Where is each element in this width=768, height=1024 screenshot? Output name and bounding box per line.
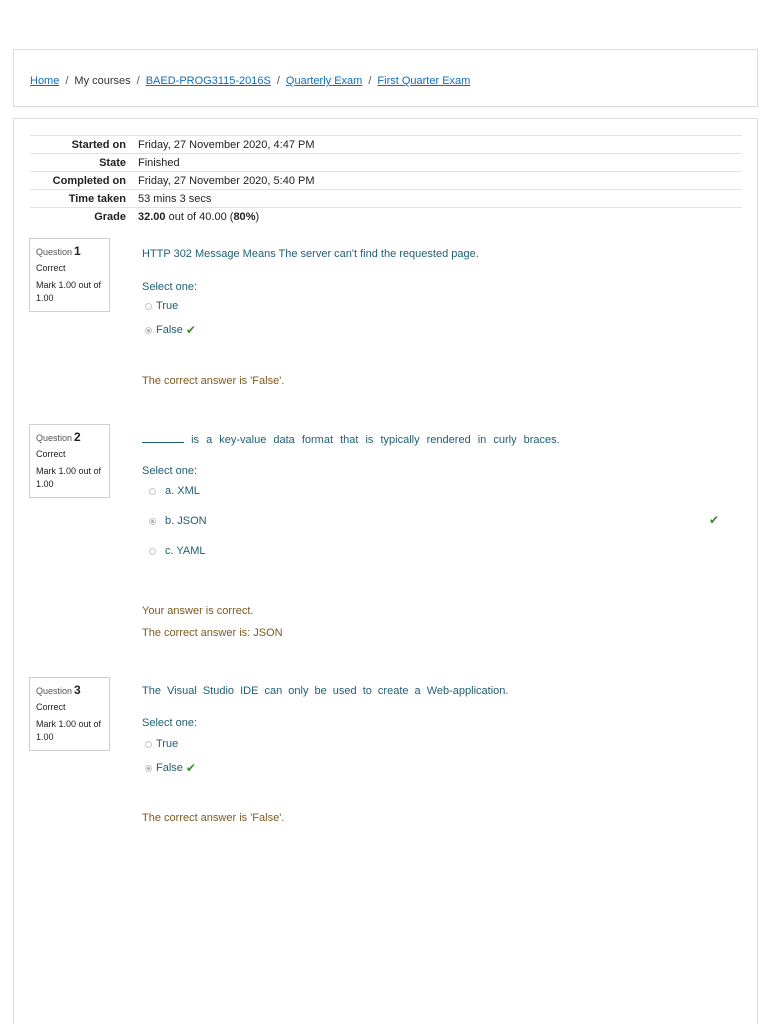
radio-button[interactable] — [145, 303, 152, 310]
summary-label: Completed on — [30, 172, 138, 190]
question-label: Question — [36, 686, 73, 696]
grade-percent: 80 — [233, 210, 246, 223]
question-state: Correct — [36, 449, 66, 459]
select-one-prompt: Select one: — [142, 717, 198, 729]
radio-button-selected[interactable] — [149, 518, 156, 525]
answer-option-label: a. XML — [165, 485, 200, 497]
question-text: HTTP 302 Message Means The server can't find the requested page. — [142, 248, 479, 260]
question-label: Question — [36, 247, 73, 257]
answer-option-label: b. JSON — [165, 515, 207, 527]
question-state: Correct — [36, 263, 66, 273]
answer-option[interactable] — [149, 515, 207, 527]
breadcrumb-section-link[interactable]: Quarterly Exam — [285, 75, 363, 87]
summary-label: Started on — [30, 136, 138, 154]
question-text-body: is a key-value data format that is typically rendered in curly braces. — [191, 434, 560, 446]
question-number: 3 — [74, 683, 81, 697]
radio-button-selected[interactable] — [145, 765, 152, 772]
summary-row-time — [30, 190, 742, 208]
breadcrumb-course-link[interactable]: BAED-PROG3115-2016S — [145, 75, 271, 87]
breadcrumb-bar — [13, 49, 758, 107]
summary-value: 32.00 out of 40.00 (80%) — [138, 208, 742, 226]
question-label: Question — [36, 433, 73, 443]
check-icon: ✔ — [185, 761, 196, 775]
question-text: The Visual Studio IDE can only be used to create a Web-application. — [142, 685, 509, 697]
grade-score: 32.00 — [138, 210, 166, 223]
answer-option[interactable] — [145, 300, 178, 312]
question-number: 1 — [74, 244, 81, 258]
grade-outof: out of 40.00 — [168, 210, 227, 223]
check-icon: ✔ — [185, 323, 196, 337]
answer-option[interactable] — [149, 485, 200, 497]
correct-answer-feedback: The correct answer is 'False'. — [142, 812, 285, 824]
answer-option-label: c. YAML — [165, 545, 206, 557]
answer-option-label: False — [156, 762, 183, 774]
answer-correct-feedback: Your answer is correct. — [142, 605, 254, 617]
question-state: Correct — [36, 702, 66, 712]
summary-value: Friday, 27 November 2020, 4:47 PM — [138, 136, 742, 154]
breadcrumb-separator: / — [368, 75, 372, 87]
breadcrumb-separator: / — [136, 75, 140, 87]
summary-value: 53 mins 3 secs — [138, 190, 742, 208]
answer-option-label: True — [156, 300, 179, 312]
radio-button[interactable] — [149, 548, 156, 555]
correct-answer-feedback: The correct answer is: JSON — [142, 627, 283, 639]
radio-button-selected[interactable] — [145, 327, 152, 334]
summary-row-started — [30, 136, 742, 154]
question-text — [142, 433, 560, 446]
summary-row-state — [30, 154, 742, 172]
select-one-prompt: Select one: — [142, 465, 198, 477]
breadcrumb-my-courses: My courses — [74, 75, 131, 87]
breadcrumb — [30, 75, 470, 87]
summary-row-completed — [30, 172, 742, 190]
answer-option[interactable] — [145, 761, 196, 775]
question-mark: Mark 1.00 out of 1.00 — [36, 466, 102, 489]
summary-row-grade — [30, 208, 742, 226]
answer-option[interactable] — [149, 545, 206, 557]
check-icon: ✔ — [709, 513, 720, 527]
question-mark: Mark 1.00 out of 1.00 — [36, 280, 102, 303]
check-icon-container — [706, 513, 719, 527]
summary-label: State — [30, 154, 138, 172]
question-mark: Mark 1.00 out of 1.00 — [36, 719, 102, 742]
summary-label: Time taken — [30, 190, 138, 208]
radio-button[interactable] — [149, 488, 156, 495]
question-info-box — [29, 677, 110, 751]
answer-option-label: True — [156, 738, 179, 750]
breadcrumb-home-link[interactable]: Home — [30, 75, 60, 87]
answer-option[interactable] — [145, 323, 196, 337]
correct-answer-feedback: The correct answer is 'False'. — [142, 375, 285, 387]
question-info-box — [29, 424, 110, 498]
summary-label: Grade — [30, 208, 138, 226]
breadcrumb-separator: / — [276, 75, 280, 87]
fill-in-blank — [142, 433, 184, 443]
select-one-prompt: Select one: — [142, 281, 198, 293]
attempt-summary-table — [30, 135, 742, 226]
question-number: 2 — [74, 430, 81, 444]
answer-option[interactable] — [145, 738, 178, 750]
breadcrumb-quiz-link[interactable]: First Quarter Exam — [377, 75, 471, 87]
answer-option-label: False — [156, 324, 183, 336]
summary-value: Friday, 27 November 2020, 5:40 PM — [138, 172, 742, 190]
summary-value: Finished — [138, 154, 742, 172]
question-info-box — [29, 238, 110, 312]
radio-button[interactable] — [145, 741, 152, 748]
breadcrumb-separator: / — [65, 75, 69, 87]
